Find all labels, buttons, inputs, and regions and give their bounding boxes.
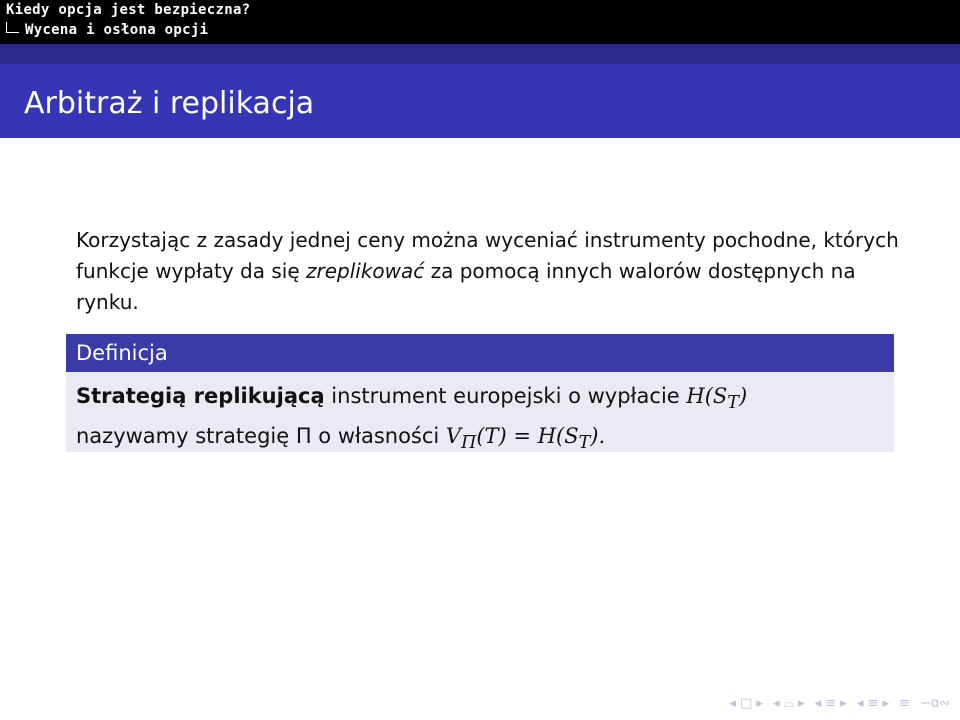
frame-title: Arbitraż i replikacja (24, 86, 315, 121)
headline-bar (0, 0, 960, 44)
body-emphasis: zreplikować (306, 259, 425, 283)
definition-line-1 (76, 380, 884, 420)
value-math-v: V (445, 424, 462, 449)
subsection-title[interactable] (6, 22, 208, 38)
definition-body (66, 372, 894, 452)
definition-term: Strategią replikującą (76, 384, 325, 408)
definition-title: Definicja (66, 334, 894, 372)
nav-search-icon[interactable]: ∽ɑ∾ (919, 695, 950, 711)
value-math (445, 424, 606, 454)
payoff-math-main: H(S (686, 384, 728, 408)
value-math-sub2: T (578, 433, 591, 454)
beamer-navigation (729, 694, 950, 712)
payoff-math (686, 384, 748, 414)
value-math-end: ). (590, 424, 606, 449)
definition-line-2 (76, 420, 884, 460)
definition-text-2: nazywamy strategię Π o własności (76, 424, 446, 449)
subsection-label: Wycena i osłona opcji (25, 22, 209, 38)
tree-corner-icon (6, 22, 19, 33)
body-text-2: za pomocą innych walorów dostępnych na rynku. (76, 259, 856, 314)
definition-block (66, 334, 894, 452)
nav-subsection-icon[interactable]: ◂ ⌓ ▸ (773, 695, 805, 711)
nav-section-icon[interactable]: ◂ ≡ ▸ (814, 695, 847, 711)
payoff-math-end: ) (738, 384, 748, 408)
body-text-1: Korzystając z zasady jednej ceny można wyceniać instrumenty pochodne, których funkcje wypłaty da się (76, 228, 899, 283)
value-math-mid: (T) = H(S (476, 424, 579, 449)
frame-title-bar (0, 64, 960, 138)
body-paragraph (76, 225, 906, 318)
nav-section2-icon[interactable]: ◂ ≡ ▸ (856, 695, 890, 711)
value-math-sub: Π (461, 433, 477, 454)
payoff-math-sub: T (727, 393, 739, 414)
definition-text-1: instrument europejski o wypłacie (324, 384, 687, 408)
nav-frame-icon[interactable]: ◂ □ ▸ (729, 695, 763, 711)
section-title[interactable]: Kiedy opcja jest bezpieczna? (6, 2, 251, 18)
header-band (0, 44, 960, 64)
nav-align-icon[interactable]: ≡ (899, 695, 910, 711)
